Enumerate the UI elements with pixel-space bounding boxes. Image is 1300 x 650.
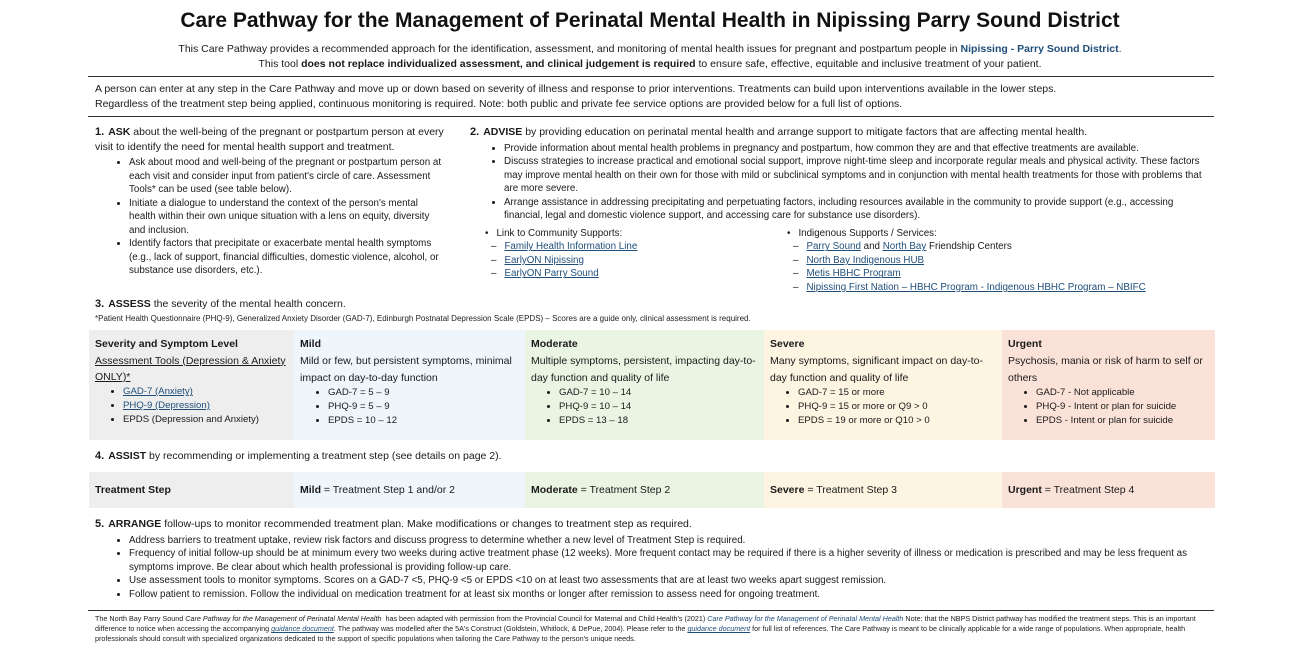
list-item: • Address barriers to treatment uptake, review risk factors and discuss progress to determine whether a new level of Treatment Step is required. [129,534,1210,548]
assessment-footnote: *Patient Health Questionnaire (PHQ-9), Generalized Anxiety Disorder (GAD-7), Edinburgh Postnatal Depression Scale (EPDS) – Scores are a guide only, clinical assessment is required. [95,314,751,323]
entry-line-1: A person can enter at any step in the Care Pathway and move up or down based on severity of illness and response to prior interventions. Treatments can build upon interventions available in the lower steps. [95,83,1057,95]
north-bay-indigenous-hub-link[interactable]: North Bay Indigenous HUB [806,254,925,266]
intro [0,42,1300,72]
step-number: 2. [470,126,480,138]
score-list [531,386,758,428]
advise-text: by providing education on perinatal mental health and arrange support to mitigate factors that are affecting mental health. [522,126,1088,138]
entry-note [95,82,1210,111]
score-list [770,386,996,428]
severity-mild-cell [294,330,525,440]
parry-sound-link[interactable]: Parry Sound [806,241,861,253]
severity-table [89,330,1215,440]
link-suffix: Friendship Centers [926,241,1012,253]
indigenous-supports [789,227,1209,295]
district-link[interactable]: Nipissing - Parry Sound District [960,43,1119,55]
tool-item [123,385,288,399]
indigenous-link-item [789,240,1209,254]
arrange-text: follow-ups to monitor recommended treatment plan. Make modifications or changes to treatment step as required. [161,518,692,530]
score-item: • GAD-7 = 5 – 9 [328,386,519,400]
list-item: • Follow patient to remission. Follow the individual on medication treatment for at least six months or longer after remission to assess need for ongoing treatment. [129,588,1210,602]
intro-text: . [1118,43,1122,55]
assess-heading [95,297,346,312]
page-title: Care Pathway for the Management of Perinatal Mental Health in Nipissing Parry Sound District [180,9,1120,32]
metis-hbhc-link[interactable]: Metis HBHC Program [806,268,901,280]
level-name: Severe [770,338,805,350]
step-severe-cell [764,472,1002,508]
step-number: 5. [95,518,105,530]
list-item: • Arrange assistance in addressing precipitating and perpetuating factors, including resources available in the community to provide support (e.g., accessing financial, legal and domestic violence support, and accessing care for substance use disorders). [504,196,1210,223]
score-item: • GAD-7 - Not applicable [1036,386,1209,400]
link-connector: and [860,241,883,253]
list-item: • Provide information about mental health problems in pregnancy and postpartum, how common they are and that effective treatments are available. [504,142,1210,156]
earlyon-nipissing-link[interactable]: EarlyON Nipissing [504,254,584,266]
community-link-item [487,240,777,254]
severity-header-cell [89,330,294,440]
community-link-item [487,267,777,281]
assessment-tools-list [95,385,288,427]
assist-keyword: ASSIST [108,450,147,462]
intro-text: This Care Pathway provides a recommended approach for the identification, assessment, and monitoring of mental health issues for pregnant and postpartum people in [178,43,961,55]
step-mild-cell [294,472,525,508]
arrange-bullets [95,534,1210,602]
entry-line-2: Regardless of the treatment step being applied, continuous monitoring is required. Note: both public and private fee service options are provided below for a full list of options. [95,97,903,110]
arrange-heading [95,517,1210,532]
score-item: • GAD-7 = 15 or more [798,386,996,400]
intro-line-1 [0,42,1300,57]
level-description: Mild or few, but persistent symptoms, minimal impact on day-to-day function [300,354,512,384]
score-item: • PHQ-9 = 10 – 14 [559,400,758,414]
severity-header: Severity and Symptom Level [95,338,238,350]
community-link-item [487,254,777,268]
step-level: Severe [770,483,805,496]
phq9-link[interactable]: PHQ-9 (Depression) [123,400,210,412]
earlyon-parry-sound-link[interactable]: EarlyON Parry Sound [504,268,599,280]
score-item: • EPDS = 10 – 12 [328,414,519,428]
advise-section [470,125,1210,293]
level-description: Many symptoms, significant impact on day-to-day function and quality of life [770,354,983,384]
step-level: Mild [300,483,321,496]
ask-text: about the well-being of the pregnant or postpartum person at every visit to identify the need for mental health support and treatment. [95,126,444,153]
list-item: • Frequency of initial follow-up should be at minimum every two weeks during active treatment phase (12 weeks). More frequent contact may be required if there is a higher severity of illness or medication is prescribed and may be less frequent as symptoms improve. Be clear about which health professional is providing follow-up care. [129,547,1210,574]
family-health-line-link[interactable]: Family Health Information Line [504,241,638,253]
level-name: Urgent [1008,338,1042,350]
step-moderate-cell [525,472,764,508]
footer-italic: Care Pathway for the Management of Perinatal Mental Health [185,614,382,623]
list-item: • Ask about mood and well-being of the pregnant or postpartum person at each visit and consider input from patient's circle of care. Assessment Tools* can be used (see table below). [129,156,445,197]
score-item: • PHQ-9 = 5 – 9 [328,400,519,414]
intro-text: to ensure safe, effective, equitable and inclusive treatment of your patient. [695,58,1042,71]
ask-section [95,125,445,278]
indigenous-link-item [789,267,1209,281]
intro-line-2 [0,57,1300,72]
guidance-document-link[interactable]: guidance document [271,624,334,634]
list-item: • Use assessment tools to monitor symptoms. Scores on a GAD-7 <5, PHQ-9 <5 or EPDS <10 on at least two assessments that are at least two weeks apart suggest remission. [129,574,1210,588]
assessment-tools-label: Assessment Tools (Depression & Anxiety ONLY)* [95,354,286,384]
assess-text: the severity of the mental health concern. [150,298,346,310]
score-item: • EPDS - Intent or plan for suicide [1036,414,1209,428]
severity-moderate-cell [525,330,764,440]
footer-text: has been adapted with permission from the Provincial Council for Maternal and Child Health's (2021) [381,614,708,623]
score-list [1008,386,1209,428]
step-number: 4. [95,450,105,462]
divider [88,76,1214,77]
footer-text: The North Bay Parry Sound [95,614,186,623]
score-item: • GAD-7 = 10 – 14 [559,386,758,400]
treatment-step-header: Treatment Step [89,472,294,508]
step-urgent-cell [1002,472,1215,508]
footer-text: for full list of references. The Care Pathway is meant to be clinically applicable for a wide range of populations. When appropriate, health professionals should consult with specialized organizations dedicated to the support of specific populations when tailoring the Care Pathway to the person's unique needs. [95,624,1186,644]
assess-keyword: ASSESS [108,298,151,310]
tool-item: • EPDS (Depression and Anxiety) [123,413,288,427]
severity-urgent-cell [1002,330,1215,440]
guidance-document-link[interactable]: guidance document [687,624,751,634]
level-description: Psychosis, mania or risk of harm to self or others [1008,354,1203,384]
assist-heading [95,449,502,464]
north-bay-link[interactable]: North Bay [882,241,927,253]
care-pathway-link[interactable]: Care Pathway for the Management of Perinatal Mental Health [707,614,904,623]
footer-note [95,614,1207,645]
support-links [470,227,1210,293]
score-item: • PHQ-9 = 15 or more or Q9 > 0 [798,400,996,414]
severity-severe-cell [764,330,1002,440]
community-supports [487,227,777,281]
indigenous-supports-heading: • Indigenous Supports / Services: [789,227,1209,241]
score-list [300,386,519,428]
footer-text: . The pathway was modelled after the 5A's Construct (Goldstein, Whitlock, & DePue, 2004). Please refer to the [333,624,688,634]
score-item: • EPDS = 13 – 18 [559,414,758,428]
step-number: 1. [95,126,105,138]
indigenous-link-item [789,281,1209,295]
community-supports-heading: • Link to Community Supports: [487,227,777,241]
treatment-step-table [89,472,1215,508]
divider [88,610,1214,611]
list-item: • Initiate a dialogue to understand the context of the person's mental health within their own unique situation with a lens on equity, diversity and inclusion. [129,197,445,238]
level-name: Moderate [531,338,578,350]
level-description: Multiple symptoms, persistent, impacting day-to-day function and quality of life [531,354,756,384]
step-level: Moderate [531,483,578,496]
arrange-section [95,517,1210,601]
advise-keyword: ADVISE [483,126,523,138]
assist-text: by recommending or implementing a treatment step (see details on page 2). [146,450,502,462]
intro-bold-text: does not replace individualized assessment, and clinical judgement is required [301,58,696,71]
score-item: • EPDS = 19 or more or Q10 > 0 [798,414,996,428]
intro-text: This tool [258,58,302,71]
nipissing-first-nation-link[interactable]: Nipissing First Nation – HBHC Program - Indigenous HBHC Program – NBIFC [806,282,1146,293]
step-value: = Treatment Step 1 and/or 2 [321,483,455,496]
list-item: • Identify factors that precipitate or exacerbate mental health symptoms (e.g., lack of support, financial difficulties, domestic violence, alcohol, or substance use disorders, etc.). [129,237,445,278]
score-item: • PHQ-9 - Intent or plan for suicide [1036,400,1209,414]
step-value: = Treatment Step 2 [577,483,671,496]
advise-bullets [470,142,1210,223]
step-level: Urgent [1008,483,1042,496]
advise-heading [470,125,1210,140]
indigenous-link-item [789,254,1209,268]
ask-keyword: ASK [108,126,131,138]
list-item: • Discuss strategies to increase practical and emotional social support, improve night-time sleep and incorporate regular meals and physical activity. These factors may improve mental health on their own for those with mild or subclinical symptoms and in conjunction with mental health treatments for those with problems that are more severe. [504,155,1210,196]
step-value: = Treatment Step 4 [1041,483,1135,496]
footer-text: Note: that the NBPS District pathway has modified the treatment steps. This is an important difference to notice when accessing the accompanying [95,614,1196,634]
tool-item [123,399,288,413]
ask-bullets [95,156,445,278]
level-name: Mild [300,338,321,350]
ask-heading [95,125,445,154]
gad7-link[interactable]: GAD-7 (Anxiety) [123,386,193,398]
arrange-keyword: ARRANGE [108,518,162,530]
step-value: = Treatment Step 3 [804,483,897,496]
divider [88,116,1214,117]
step-number: 3. [95,298,105,310]
